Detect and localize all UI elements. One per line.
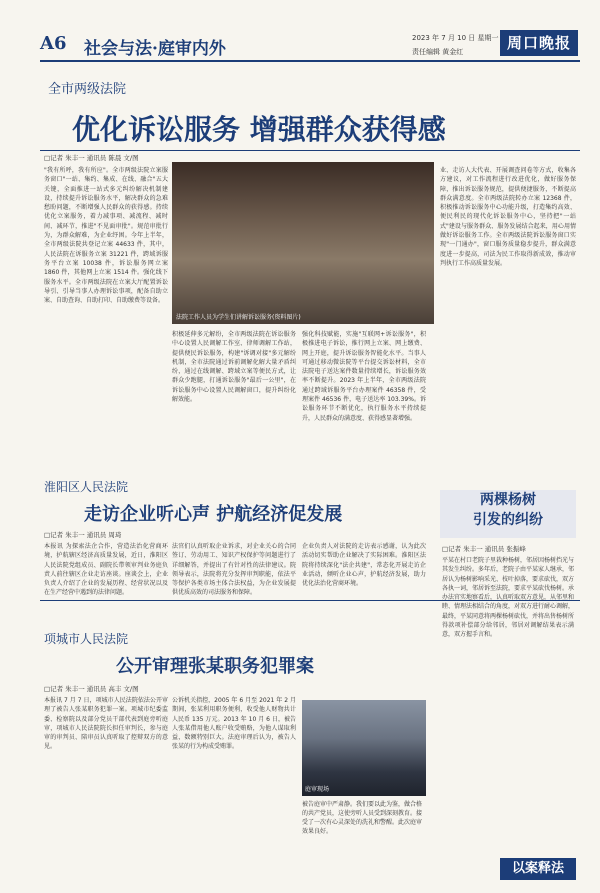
article1-column-2: 积极延伸多元解纷，全市两级法院在诉讼服务中心设置人民调解工作室、律师调解工作站，提供便民诉讼服务，构建"诉调对接"多元解纷机制，全市法院通过诉前调解化解大量矛盾纠纷，通过在线调解、跨域立案等便民方式，让群众少跑腿，打通诉讼服务"最后一公里"，在诉讼服务中心设置人民调解窗口，提升纠纷化解效能。	[172, 331, 296, 404]
responsible-editor: 责任编辑 黄金红	[412, 48, 464, 56]
article2-byline: □记者 朱丰一 通讯员 周琦	[44, 531, 122, 539]
header-rule	[40, 60, 580, 62]
article2-headline: 走访企业听心声 护航经济促发展	[84, 504, 343, 525]
article3-photo	[302, 700, 426, 796]
article3-kicker: 项城市人民法院	[44, 632, 129, 646]
article1-column-3: 强化科技赋能，实施"互联网+诉讼服务"，积极推进电子诉讼，推行网上立案、网上缴费、网上开庭，提升诉讼服务智能化水平。当事人可通过移动微法院等平台提交诉讼材料，全市法院电子送达案件数量持续增长，诉讼服务效率不断提升。2023 年上半年，全市两级法院通过跨域诉服务平台办理案件 46358 件，受理案件 46536 件，电子送达率 103.39%。诉讼服务环节不断优化，执行服务水平持续提升，人民群众的满意度、获得感显著增强。	[302, 331, 426, 422]
article2-kicker: 淮阳区人民法院	[44, 480, 129, 494]
article1-headline: 优化诉讼服务 增强群众获得感	[72, 113, 446, 146]
sidebar-byline: □记者 朱丰一 通讯员 张振峰	[442, 545, 526, 553]
article1-gutter	[432, 166, 436, 167]
article3-headline: 公开审理张某职务犯罪案	[116, 656, 314, 677]
article2-column-1: 本报讯 为探索法企合作，营造法治化营商环境，护航辖区经济高质量发展，近日，淮阳区人民法院党组成员、副院长带领审判业务庭负责人前往辖区企业走访座谈。座谈会上，企业负责人介绍了企业的发展历程、经营状况以及在生产经营中遇到的法律问题。	[44, 543, 168, 597]
article1-column-1: "我有所呼，我有所应"。全市两级法院立案服务窗口"一站、集约、集成、在线、融合"五大关键，全面推进一站式多元纠纷解决机制建设，持续提升诉讼服务水平，解决群众的急难愁盼问题，不断增强人民群众的获得感。持续优化立案服务，着力减事项、减流程、减时间、减环节，推进"不见面审批"。规范审批行为，为群众解难，为企业纾困。今年上半年，全市两级法院共登记立案 44633 件，其中，人民法院在诉服务立案 31221 件，跨域诉服务平台立案 10038 件，诉讼服务网立案 1860 件，其他网上立案 1514 件。强化线下服务水平。全市两级法院在立案大厅配置诉讼导引、引导当事人办理诉讼事项，配备自助立案、自助查询、自助打印、自助缴费等设备。	[44, 167, 168, 305]
article2-column-2: 法官们认真听取企业诉求，对企业关心的合同签订、劳动用工、知识产权保护等问题进行了详细解答，并提出了有针对性的法律建议。院领导表示，法院将充分发挥审判职能，依法平等保护各类市场主体合法权益，为企业发展提供优质高效的司法服务和保障。	[172, 543, 296, 597]
page-section-number: A6	[40, 33, 67, 54]
sidebar-tag: 以案释法	[500, 858, 576, 880]
sidebar-title: 两棵杨树 引发的纠纷	[440, 490, 576, 538]
article3-photo-caption: 庭审现场	[305, 786, 330, 793]
article1-byline: □记者 朱丰一 通讯员 陈晨 文/图	[44, 154, 139, 162]
article1-rule	[40, 150, 580, 151]
sidebar-body: 平某在村口老院子里栽种杨树，邻居因杨树挡光与其发生纠纷。多年后，老院子由平某家人继承，邻居认为杨树影响采光、枝叶掉落，要求砍伐，双方各执一词，邻居诉至法院，要求平某砍伐杨树。承办法官实地察看后，认真听取双方意见，从邻里和睦、情理法相结合的角度，对双方进行耐心调解，最终，平某同意将两棵杨树砍伐，并将出售杨树所得款项补偿部分给邻居，邻居对调解结果表示满意，双方握手言和。	[442, 557, 574, 639]
issue-date: 2023 年 7 月 10 日 星期一	[412, 34, 499, 42]
article1-column-5: 业、走访人大代表、开展调查问卷等方式，收集各方建议，对工作流程进行改进优化，做好服务保障，推出诉讼服务规范，提供便捷服务，不断提高群众满意度。全市两级法院转办立案 12368 件，积极推动诉讼服务中心功能升级，打造集约高效、便民利民的现代化诉讼服务中心，坚持把"一站式"建设与服务群众、服务发展结合起来，用心用情做好诉讼服务工作。全市两级法院诉讼服务窗口实现"一门通办"，窗口服务质量稳步提升，群众满意度进一步提高，司法为民工作取得新成效，推动审判执行工作高质量发展。	[440, 167, 576, 267]
page-section-title: 社会与法·庭审内外	[84, 39, 226, 59]
article1-photo	[172, 162, 434, 324]
article3-byline: □记者 朱丰一 通讯员 高丰 文/图	[44, 685, 139, 693]
article1-kicker: 全市两级法院	[48, 82, 127, 97]
article3-caption-text: 被告庭审中严肃静。我们要以此为鉴，做合格的共产党员，这使旁听人员受到深刻教育。接受了一次有心灵深处的洗礼和警醒。此次庭审效果良好。	[302, 801, 423, 835]
article3-column-2: 公诉机关指控，2005 年 6 月至 2021 年 2 月期间，张某利用职务便利，收受他人财物共计人民币 135 万元。2013 年 10 月 6 日，被告人张某借用他人账户收受贿赂，为他人谋取利益，数额特别巨大。法庭审理后认为，被告人张某的行为构成受贿罪。	[172, 697, 296, 751]
newspaper-logo: 周口晚报	[500, 30, 578, 56]
article3-column-1: 本报讯 7 月 7 日，项城市人民法院依法公开审理了被告人张某职务犯罪一案。项城市纪委监委、检察院以及部分党员干部代表到庭旁听庭审，项城市人民法院院长担任审判长，参与庭审的审判员、陪审员认真听取了控辩双方的意见。	[44, 697, 168, 751]
article1-photo-caption: 法院工作人员为学生们讲解诉讼服务(资料图片)	[176, 314, 301, 321]
article2-column-3: 企业负责人对法院的走访表示感谢，认为此次活动切实帮助企业解决了实际困难。淮阳区法院将持续深化"法企共建"，常态化开展走访企业活动，倾听企业心声，护航经济发展，助力优化法治化营商环境。	[302, 543, 426, 588]
